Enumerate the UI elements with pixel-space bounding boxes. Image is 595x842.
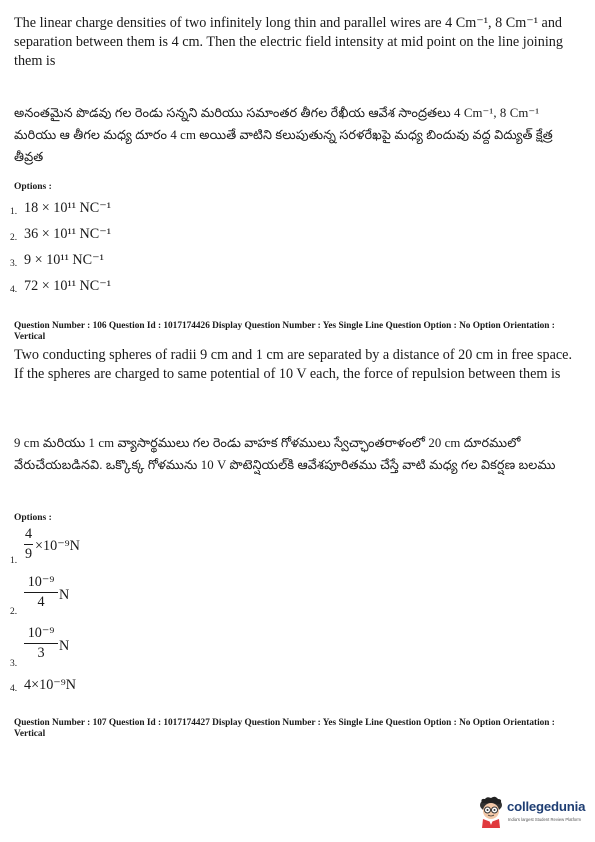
fraction-numerator: 4 <box>24 526 33 545</box>
collegedunia-logo <box>476 796 588 830</box>
option-text: 9 × 10¹¹ NC⁻¹ <box>24 252 104 268</box>
option-text: 4×10⁻⁹N <box>24 677 76 693</box>
q106-option-2[interactable] <box>10 574 130 616</box>
option-fraction <box>24 625 58 662</box>
option-fraction <box>24 526 33 563</box>
option-suffix: ×10⁻⁹N <box>35 538 80 554</box>
option-number: 2. <box>10 607 18 617</box>
question-105-telugu <box>14 102 582 168</box>
q107-meta: Question Number : 107 Question Id : 1017174427 Display Question Number : Yes Single Line Question Option : No Option Orientation : Vertical <box>14 718 555 739</box>
question-106-english <box>14 346 582 384</box>
option-text: 72 × 10¹¹ NC⁻¹ <box>24 278 111 294</box>
option-number: 4. <box>10 684 18 694</box>
mascot-icon <box>476 796 506 828</box>
option-text: 36 × 10¹¹ NC⁻¹ <box>24 226 111 242</box>
q105-options-label: Options : <box>14 182 52 192</box>
q106-option-3[interactable] <box>10 625 130 667</box>
option-suffix: N <box>59 587 70 603</box>
question-105-english <box>14 14 582 71</box>
fraction-numerator: 10⁻⁹ <box>24 625 58 644</box>
option-number: 1. <box>10 556 18 566</box>
fraction-denominator: 9 <box>25 546 33 562</box>
fraction-denominator: 4 <box>37 594 45 610</box>
option-fraction <box>24 574 58 611</box>
fraction-numerator: 10⁻⁹ <box>24 574 58 593</box>
option-text: 18 × 10¹¹ NC⁻¹ <box>24 200 111 216</box>
q106-options-label: Options : <box>14 513 52 523</box>
logo-brand-name: collegedunia <box>507 799 586 814</box>
q106-option-1[interactable] <box>10 526 130 568</box>
question-106-telugu <box>14 432 582 476</box>
logo-tagline: India's largest Student Review Platform <box>508 817 581 822</box>
option-number: 2. <box>10 233 18 243</box>
q105-telugu-text: అనంతమైన పొడవు గల రెండు సన్నని మరియు సమాంతర తీగల రేఖీయ ఆవేశ సాంద్రతలు 4 Cm⁻¹, 8 Cm⁻¹ మరియు ఆ తీగల మధ్య దూరం 4 cm అయితే వాటిని కలుపుతున్న సరళరేఖపై మధ్య బిందువు వద్ద విద్యుత్ క్షేత్ర తీవ్రత <box>14 106 553 164</box>
option-number: 3. <box>10 259 18 269</box>
option-number: 1. <box>10 207 18 217</box>
q105-english-text: The linear charge densities of two infinitely long thin and parallel wires are 4 Cm⁻¹, 8 Cm⁻¹ and separation between them is 4 cm. Then the electric field intensity at mid point on the line joining them is <box>14 15 563 69</box>
option-suffix: N <box>59 638 70 654</box>
q106-english-text: Two conducting spheres of radii 9 cm and 1 cm are separated by a distance of 20 cm in free space. If the spheres are charged to same potential of 10 V each, the force of repulsion between them is <box>14 347 573 382</box>
option-number: 3. <box>10 659 18 669</box>
q106-meta: Question Number : 106 Question Id : 1017174426 Display Question Number : Yes Single Line Question Option : No Option Orientation : Vertical <box>14 321 555 342</box>
option-number: 4. <box>10 285 18 295</box>
fraction-denominator: 3 <box>37 645 45 661</box>
q106-telugu-text: 9 cm మరియు 1 cm వ్యాసార్థములు గల రెండు వాహక గోళములు స్వేచ్ఛాంతరాళంలో 20 cm దూరములో వేరుచేయబడినవి. ఒక్కొక్క గోళమును 10 V పొటెన్షియల్‌కి ఆవేశపూరితము చేస్తే వాటి మధ్య గల వికర్షణ బలము <box>14 436 556 472</box>
